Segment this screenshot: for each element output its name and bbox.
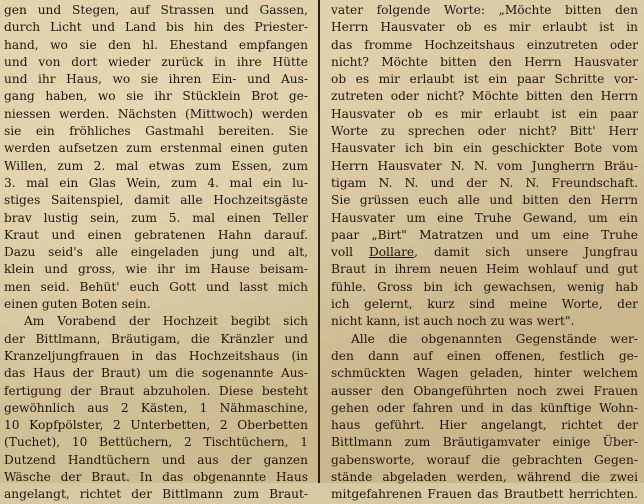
text-line: tigam N. N. und der N. N. Freundschaft. (331, 175, 638, 190)
text-line: (Tuchet), 10 Bettüchern, 2 Tischtüchern, 1 (4, 435, 308, 450)
text-line: Kranzeljungfrauen in das Hochzeitshaus (in (4, 348, 308, 363)
text-line: Kraut und einen gebratenen Hahn darauf. (4, 227, 308, 242)
text-line: mitgefahrenen Frauen das Brautbett herrichten. (331, 487, 638, 502)
text-line: niessen werden. Nächsten (Mittwoch) werden (4, 106, 308, 121)
text-line: paar „Birt" Matratzen und um eine Truhe (331, 227, 638, 242)
text-line: Wäsche der Braut. In das obgenannte Haus (4, 470, 308, 485)
left-column (4, 2, 308, 504)
text-line: ich gelernt, kurz sind meine Worte, der (331, 297, 638, 312)
right-column (331, 2, 638, 504)
text-line: Herrn Hausvater N. N. vom Jungherrn Bräu- (331, 158, 638, 173)
text-line: fühle. Gross bin ich gewachsen, wenig hab (331, 279, 638, 294)
text-line: der Bittlmann, Bräutigam, die Kränzler und (4, 331, 308, 346)
text-line: einen guten Boten sein. (4, 297, 151, 312)
text-line: Hausvater ob es mir erlaubt ist ein paar (331, 106, 638, 121)
text-line: hand, wo sie den hl. Ehestand empfangen (4, 37, 308, 52)
text-line: stiges Saitenspiel, damit alle Hochzeitsgäste (4, 193, 308, 208)
text-line: men seid. Behüt' euch Gott und lasst mich (4, 279, 308, 294)
text-line: nicht kann, ist auch noch zu was wert". (331, 314, 575, 329)
text-line: ausser den Obangeführten noch zwei Frauen (331, 383, 638, 398)
text-line: das Haus der Braut) um die sogenannte Aus- (4, 366, 308, 381)
text-line: Hausvater um eine Truhe Gewand, um ein (331, 210, 638, 225)
text-line: fertigung der Braut abzuholen. Diese besteht (4, 383, 308, 398)
paragraph-start-line: Alle die obgenannten Gegenstände wer- (351, 331, 638, 346)
text-line: Dutzend Handtüchern und aus der ganzen (4, 452, 308, 467)
underlined-word: Dollare (368, 245, 415, 260)
text-line: haus geführt. Hier angelangt, richtet der (331, 418, 638, 433)
text-line: vater folgende Worte: „Möchte bitten den (331, 3, 638, 17)
text-line: schmückten Wagen geladen, hinter welchem (331, 366, 638, 381)
text-line: gang haben, wo sie ihr Stücklein Brot ge- (4, 89, 308, 104)
text-line: das fromme Hochzeitshaus einzutreten oder (331, 37, 638, 52)
column-divider (318, 0, 320, 483)
text-line: angelangt, richtet der Bittlmann zum Braut- (4, 487, 308, 502)
text-line: stände abgeladen werden, während die zwei (331, 470, 638, 485)
text-line: klein und gross, wie ihr im Hause beisam- (4, 262, 308, 277)
text-line: gehen oder fahren und in das künftige Wohn- (331, 400, 638, 415)
text-line: gen und Stegen, auf Strassen und Gassen, (4, 3, 308, 17)
text-line: Braut in ihrem neuen Heim wohlauf und gut (331, 262, 638, 277)
text-line: Bittlmann zum Bräutigamvater einige Über- (331, 435, 638, 450)
text-line: Sie grüssen euch alle und bitten den Herrn (331, 193, 638, 208)
text-line: durch Licht und Land bis hin des Priester- (4, 20, 308, 35)
text-line: zutreten oder nicht? Möchte bitten den Herrn (331, 89, 638, 104)
paragraph-start-line: Am Vorabend der Hochzeit begibt sich (24, 314, 308, 329)
text-line: nicht? Möchte bitten den Herrn Hausvater (331, 54, 638, 69)
text-line: gewöhnlich aus 2 Kästen, 1 Nähmaschine, (4, 400, 308, 415)
text-line: Hausvater ich bin ein geschickter Bote vom (331, 141, 638, 156)
text-line: den dann auf einen offenen, festlich ge- (331, 348, 638, 363)
text-line: Dazu seid's alle eingeladen jung und alt, (4, 245, 308, 260)
text-line: 3. mal ein Glas Wein, zum 4. mal ein lu- (4, 175, 308, 190)
text-line: 10 Kopfpölster, 2 Unterbetten, 2 Oberbetten (4, 418, 308, 433)
text-line: sie ein fröhliches Gastmahl bereiten. Sie (4, 124, 308, 139)
text-line: gabensworte, worauf die gebrachten Gegen- (331, 452, 638, 467)
text-line: brav lustig sein, zum 5. mal einen Teller (4, 210, 308, 225)
text-line: werden aufsetzen zum erstenmal einen guten (4, 141, 308, 156)
text-line: und von dort wieder zurück in ihre Hütte (4, 54, 308, 69)
text-line: und ihr Haus, wo sie ihren Ein- und Aus- (4, 72, 308, 87)
text-line-dollare: voll Dollare, damit sich unsere Jungfrau (331, 245, 638, 260)
text-line: Worte zu sprechen oder nicht? Bitt' Herr (331, 124, 638, 139)
text-line: Herrn Hausvater ob es mir erlaubt ist in (331, 20, 638, 35)
text-line: Willen, zum 2. mal etwas zum Essen, zum (4, 158, 308, 173)
text-line: ob es mir erlaubt ist ein paar Schritte vor- (331, 72, 638, 87)
